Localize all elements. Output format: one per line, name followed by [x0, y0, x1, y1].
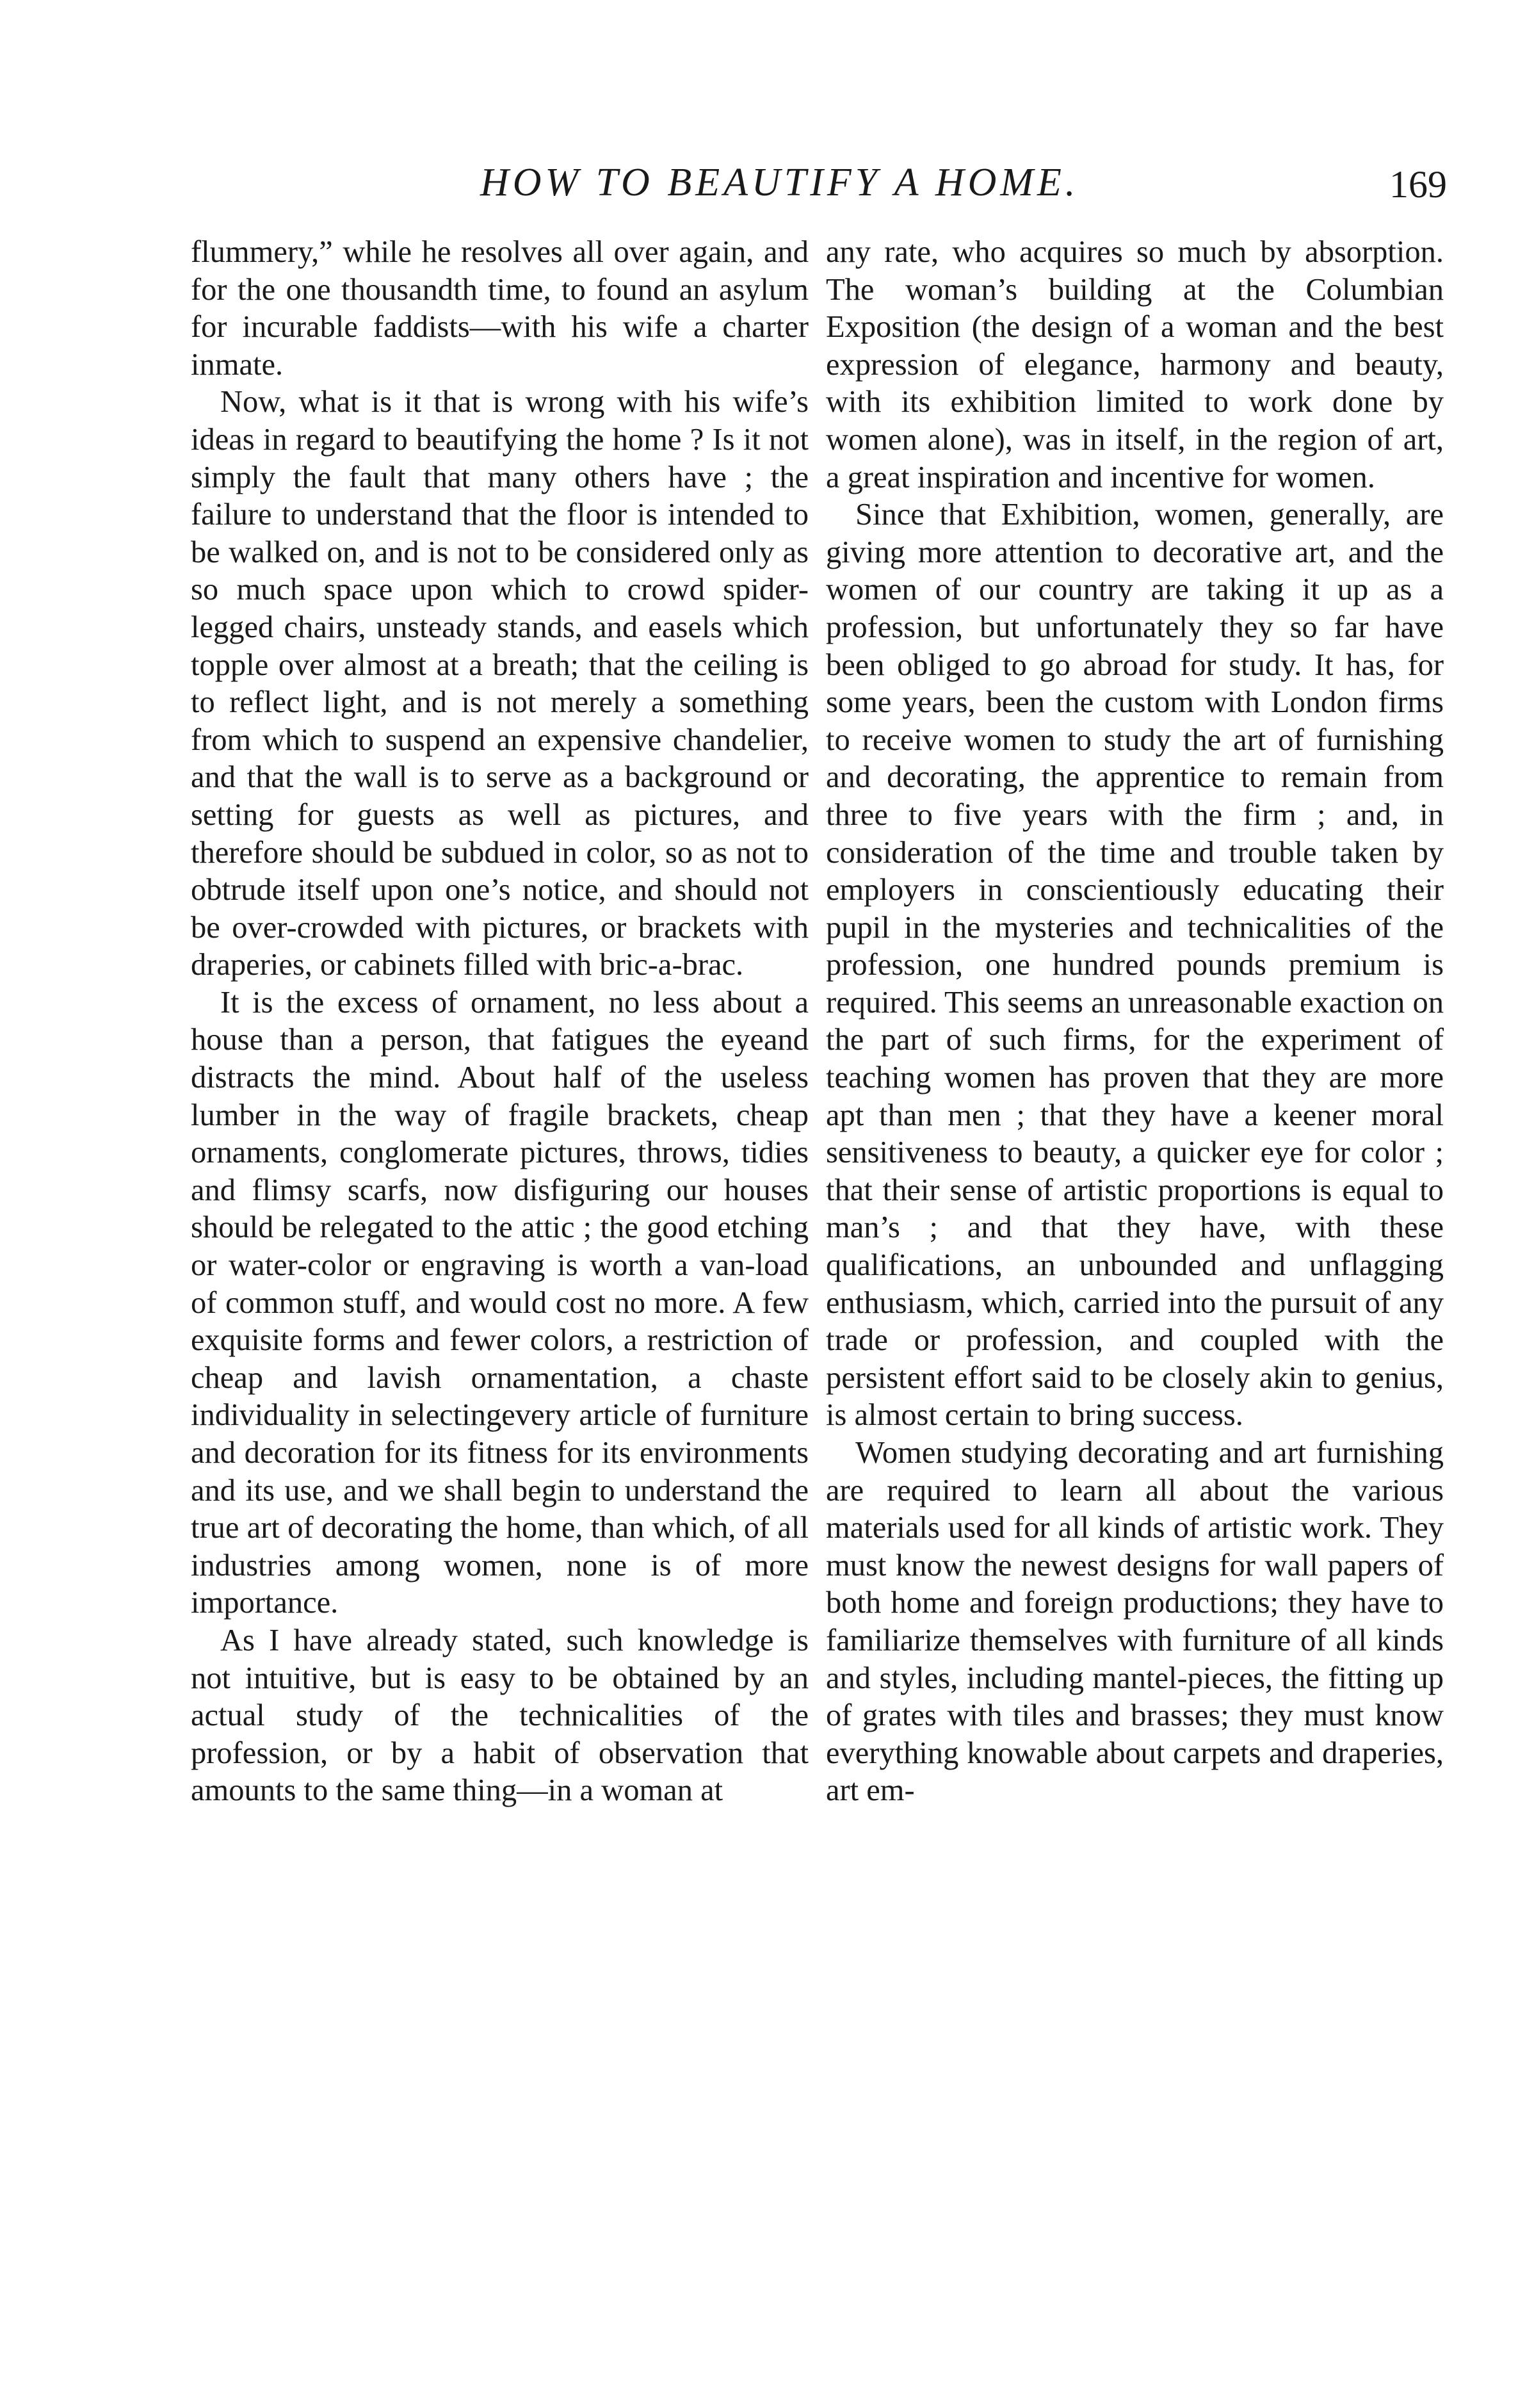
right-column	[826, 234, 1444, 1810]
page-number: 169	[1389, 163, 1447, 206]
running-title: HOW TO BEAUTIFY A HOME.	[480, 161, 1079, 204]
paragraph: It is the excess of ornament, no less about a house than a person, that fatigues the eyeand distracts the mind. About half of the useless lumber in the way of fragile brackets, cheap ornaments, conglomerate pictures, throws, tidies and flimsy scarfs, now disfiguring our houses should be relegated to the attic ; the good etching or water-color or engraving is worth a van-load of common stuff, and would cost no more. A few exquisite forms and fewer colors, a restriction of cheap and lavish ornamentation, a chaste individuality in selectingevery article of furniture and decoration for its fitness for its environments and its use, and we shall begin to understand the true art of decorating the home, than which, of all industries among women, none is of more importance.	[191, 985, 809, 1620]
left-column	[191, 234, 809, 1810]
paragraph: Women studying decorating and art furnishing are required to learn all about the various materials used for all kinds of artistic work. They must know the newest designs for wall papers of both home and foreign productions; they have to familiarize themselves with furniture of all kinds and styles, including mantel-pieces, the fitting up of grates with tiles and brasses; they must know everything knowable about carpets and draperies, art em-	[826, 1436, 1444, 1808]
paragraph: flummery,” while he resolves all over again, and for the one thousandth time, to found an asylum for incurable faddists—with his wife a charter inmate.	[191, 235, 809, 382]
page-header	[186, 160, 1447, 218]
paragraph: Since that Exhibition, women, generally, are giving more attention to decorative art, and the women of our country are taking it up as a profession, but unfortunately they so far have been obliged to go abroad for study. It has, for some years, been the custom with London firms to receive women to study the art of furnishing and decorating, the apprentice to remain from three to five years with the firm ; and, in consideration of the time and trouble taken by employers in conscientiously educating their pupil in the mysteries and technicalities of the profession, one hundred pounds premium is required. This seems an unreasonable exaction on the part of such firms, for the experiment of teaching women has proven that they are more apt than men ; that they have a keener moral sensitiveness to beauty, a quicker eye for color ; that their sense of artistic proportions is equal to man’s ; and that they have, with these qualifications, an unbounded and unflagging enthusiasm, which, carried into the pursuit of any trade or profession, and coupled with the persistent effort said to be closely akin to genius, is almost certain to bring success.	[826, 498, 1444, 1433]
paragraph: Now, what is it that is wrong with his wife’s ideas in regard to beautifying the home ? Is it not simply the fault that many others have ; the failure to understand that the floor is intended to be walked on, and is not to be considered only as so much space upon which to crowd spider-legged chairs, unsteady stands, and easels which topple over almost at a breath; that the ceiling is to reflect light, and is not merely a something from which to suspend an expensive chandelier, and that the wall is to serve as a background or setting for guests as well as pictures, and therefore should be subdued in color, so as not to obtrude itself upon one’s notice, and should not be over-crowded with pictures, or brackets with draperies, or cabinets filled with bric-a-brac.	[191, 385, 809, 982]
paragraph: any rate, who acquires so much by absorption. The woman’s building at the Columbian Exposition (the design of a woman and the best expression of elegance, harmony and beauty, with its exhibition limited to work done by women alone), was in itself, in the region of art, a great inspiration and incentive for women.	[826, 235, 1444, 494]
paragraph: As I have already stated, such knowledge is not intuitive, but is easy to be obtained by an actual study of the technicalities of the profession, or by a habit of observation that amounts to the same thing—in a woman at	[191, 1623, 809, 1808]
